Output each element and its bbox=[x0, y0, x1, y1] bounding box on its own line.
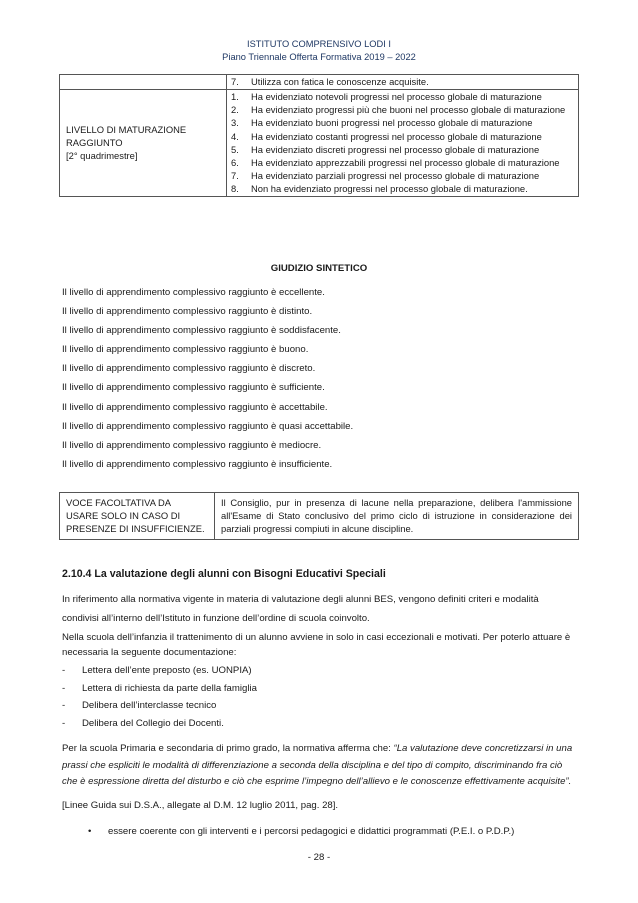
list-item: - Lettera di richiesta da parte della famiglia bbox=[62, 682, 257, 694]
maturation-items-cell bbox=[227, 90, 579, 197]
maturation-table bbox=[59, 74, 579, 197]
school-name: ISTITUTO COMPRENSIVO LODI I bbox=[247, 39, 391, 49]
documents-list bbox=[62, 662, 257, 732]
optional-clause-label: VOCE FACOLTATIVA DA USARE SOLO IN CASO DI PRESENZE DI INSUFFICIENZE. bbox=[60, 493, 215, 540]
table-cell-empty bbox=[60, 75, 227, 90]
list-item: 1. Ha evidenziato notevoli progressi nel processo globale di maturazione bbox=[231, 91, 542, 102]
giudizio-line: Il livello di apprendimento complessivo raggiunto è mediocre. bbox=[62, 439, 322, 451]
paragraph bbox=[62, 741, 578, 791]
list-item: - Delibera dell’interclasse tecnico bbox=[62, 700, 217, 711]
quote: “La valutazione deve concretizzarsi in una prassi che espliciti le modalità di differenziazione a seconda della disciplina e del tipo di compito, discriminando fra ciò che è espressione diretta del disturbo e ciò che esprime l’impegno dell’allievo e le conoscenze effettivamente acquisite”. bbox=[62, 743, 573, 788]
giudizio-line: Il livello di apprendimento complessivo raggiunto è eccellente. bbox=[62, 287, 325, 298]
optional-clause-text: Il Consiglio, pur in presenza di lacune nella preparazione, delibera l'ammissione all'Esame di Stato conclusivo del primo ciclo di istruzione in considerazione dei parziali progressi compiuti in alcune discipline. bbox=[215, 493, 579, 540]
list-item: 2. Ha evidenziato progressi più che buoni nel processo globale di maturazione bbox=[231, 104, 566, 116]
giudizio-line: Il livello di apprendimento complessivo raggiunto è discreto. bbox=[62, 363, 316, 375]
paragraph-intro: Per la scuola Primaria e secondaria di primo grado, la normativa afferma che: bbox=[62, 743, 391, 754]
citation: [Linee Guida sui D.S.A., allegate al D.M. 12 luglio 2011, pag. 28]. bbox=[62, 800, 339, 811]
list-item: 3. Ha evidenziato buoni progressi nel processo globale di maturazione bbox=[231, 117, 533, 129]
giudizio-line: Il livello di apprendimento complessivo raggiunto è buono. bbox=[62, 344, 309, 356]
list-item: 6. Ha evidenziato apprezzabili progressi nel processo globale di maturazione bbox=[231, 157, 560, 169]
giudizio-line: Il livello di apprendimento complessivo raggiunto è accettabile. bbox=[62, 401, 328, 413]
list-item: - Delibera del Collegio dei Docenti. bbox=[62, 717, 224, 729]
giudizio-line: Il livello di apprendimento complessivo raggiunto è distinto. bbox=[62, 306, 313, 318]
giudizio-line: Il livello di apprendimento complessivo raggiunto è quasi accettabile. bbox=[62, 420, 354, 432]
list-item: 5. Ha evidenziato discreti progressi nel processo globale di maturazione bbox=[231, 143, 540, 155]
page-header bbox=[0, 38, 638, 64]
document-title: Piano Triennale Offerta Formativa 2019 – 2022 bbox=[222, 52, 416, 62]
optional-clause-table bbox=[59, 492, 579, 540]
list-item: 4. Ha evidenziato costanti progressi nel processo globale di maturazione bbox=[231, 130, 542, 142]
section-heading: 2.10.4 La valutazione degli alunni con Bisogni Educativi Speciali bbox=[62, 568, 386, 580]
table-cell-top bbox=[227, 75, 579, 90]
bullet-icon: • bbox=[88, 826, 92, 837]
list-item: - Lettera dell’ente preposto (es. UONPIA) bbox=[62, 665, 252, 676]
giudizio-line: Il livello di apprendimento complessivo raggiunto è sufficiente. bbox=[62, 382, 325, 394]
paragraph: In riferimento alla normativa vigente in materia di valutazione degli alunni BES, vengono definiti criteri e modalità condivisi all’interno dell’Istituto in funzione dell’ordine di scuola coinvolto. bbox=[62, 594, 539, 624]
page-number: - 28 - bbox=[307, 852, 331, 863]
bullet-item: • essere coerente con gli interventi e i percorsi pedagogici e didattici programmati (P.E.I. o P.D.P.) bbox=[88, 826, 515, 837]
maturation-label-cell: LIVELLO DI MATURAZIONE RAGGIUNTO [2° quadrimestre] bbox=[60, 90, 227, 197]
paragraph: Nella scuola dell’infanzia il trattenimento di un alunno avviene in solo in casi eccezionali e motivati. Per poterlo attuare è necessaria la seguente documentazione: bbox=[62, 632, 571, 658]
list-item: 7. Utilizza con fatica le conoscenze acquisite. bbox=[231, 76, 429, 87]
giudizio-title: GIUDIZIO SINTETICO bbox=[270, 263, 368, 274]
list-item: 7. Ha evidenziato parziali progressi nel processo globale di maturazione bbox=[231, 170, 540, 182]
giudizio-line: Il livello di apprendimento complessivo raggiunto è soddisfacente. bbox=[62, 325, 341, 337]
list-item: 8. Non ha evidenziato progressi nel processo globale di maturazione. bbox=[231, 183, 528, 195]
giudizio-list bbox=[62, 283, 353, 474]
giudizio-line: Il livello di apprendimento complessivo raggiunto è insufficiente. bbox=[62, 458, 333, 470]
